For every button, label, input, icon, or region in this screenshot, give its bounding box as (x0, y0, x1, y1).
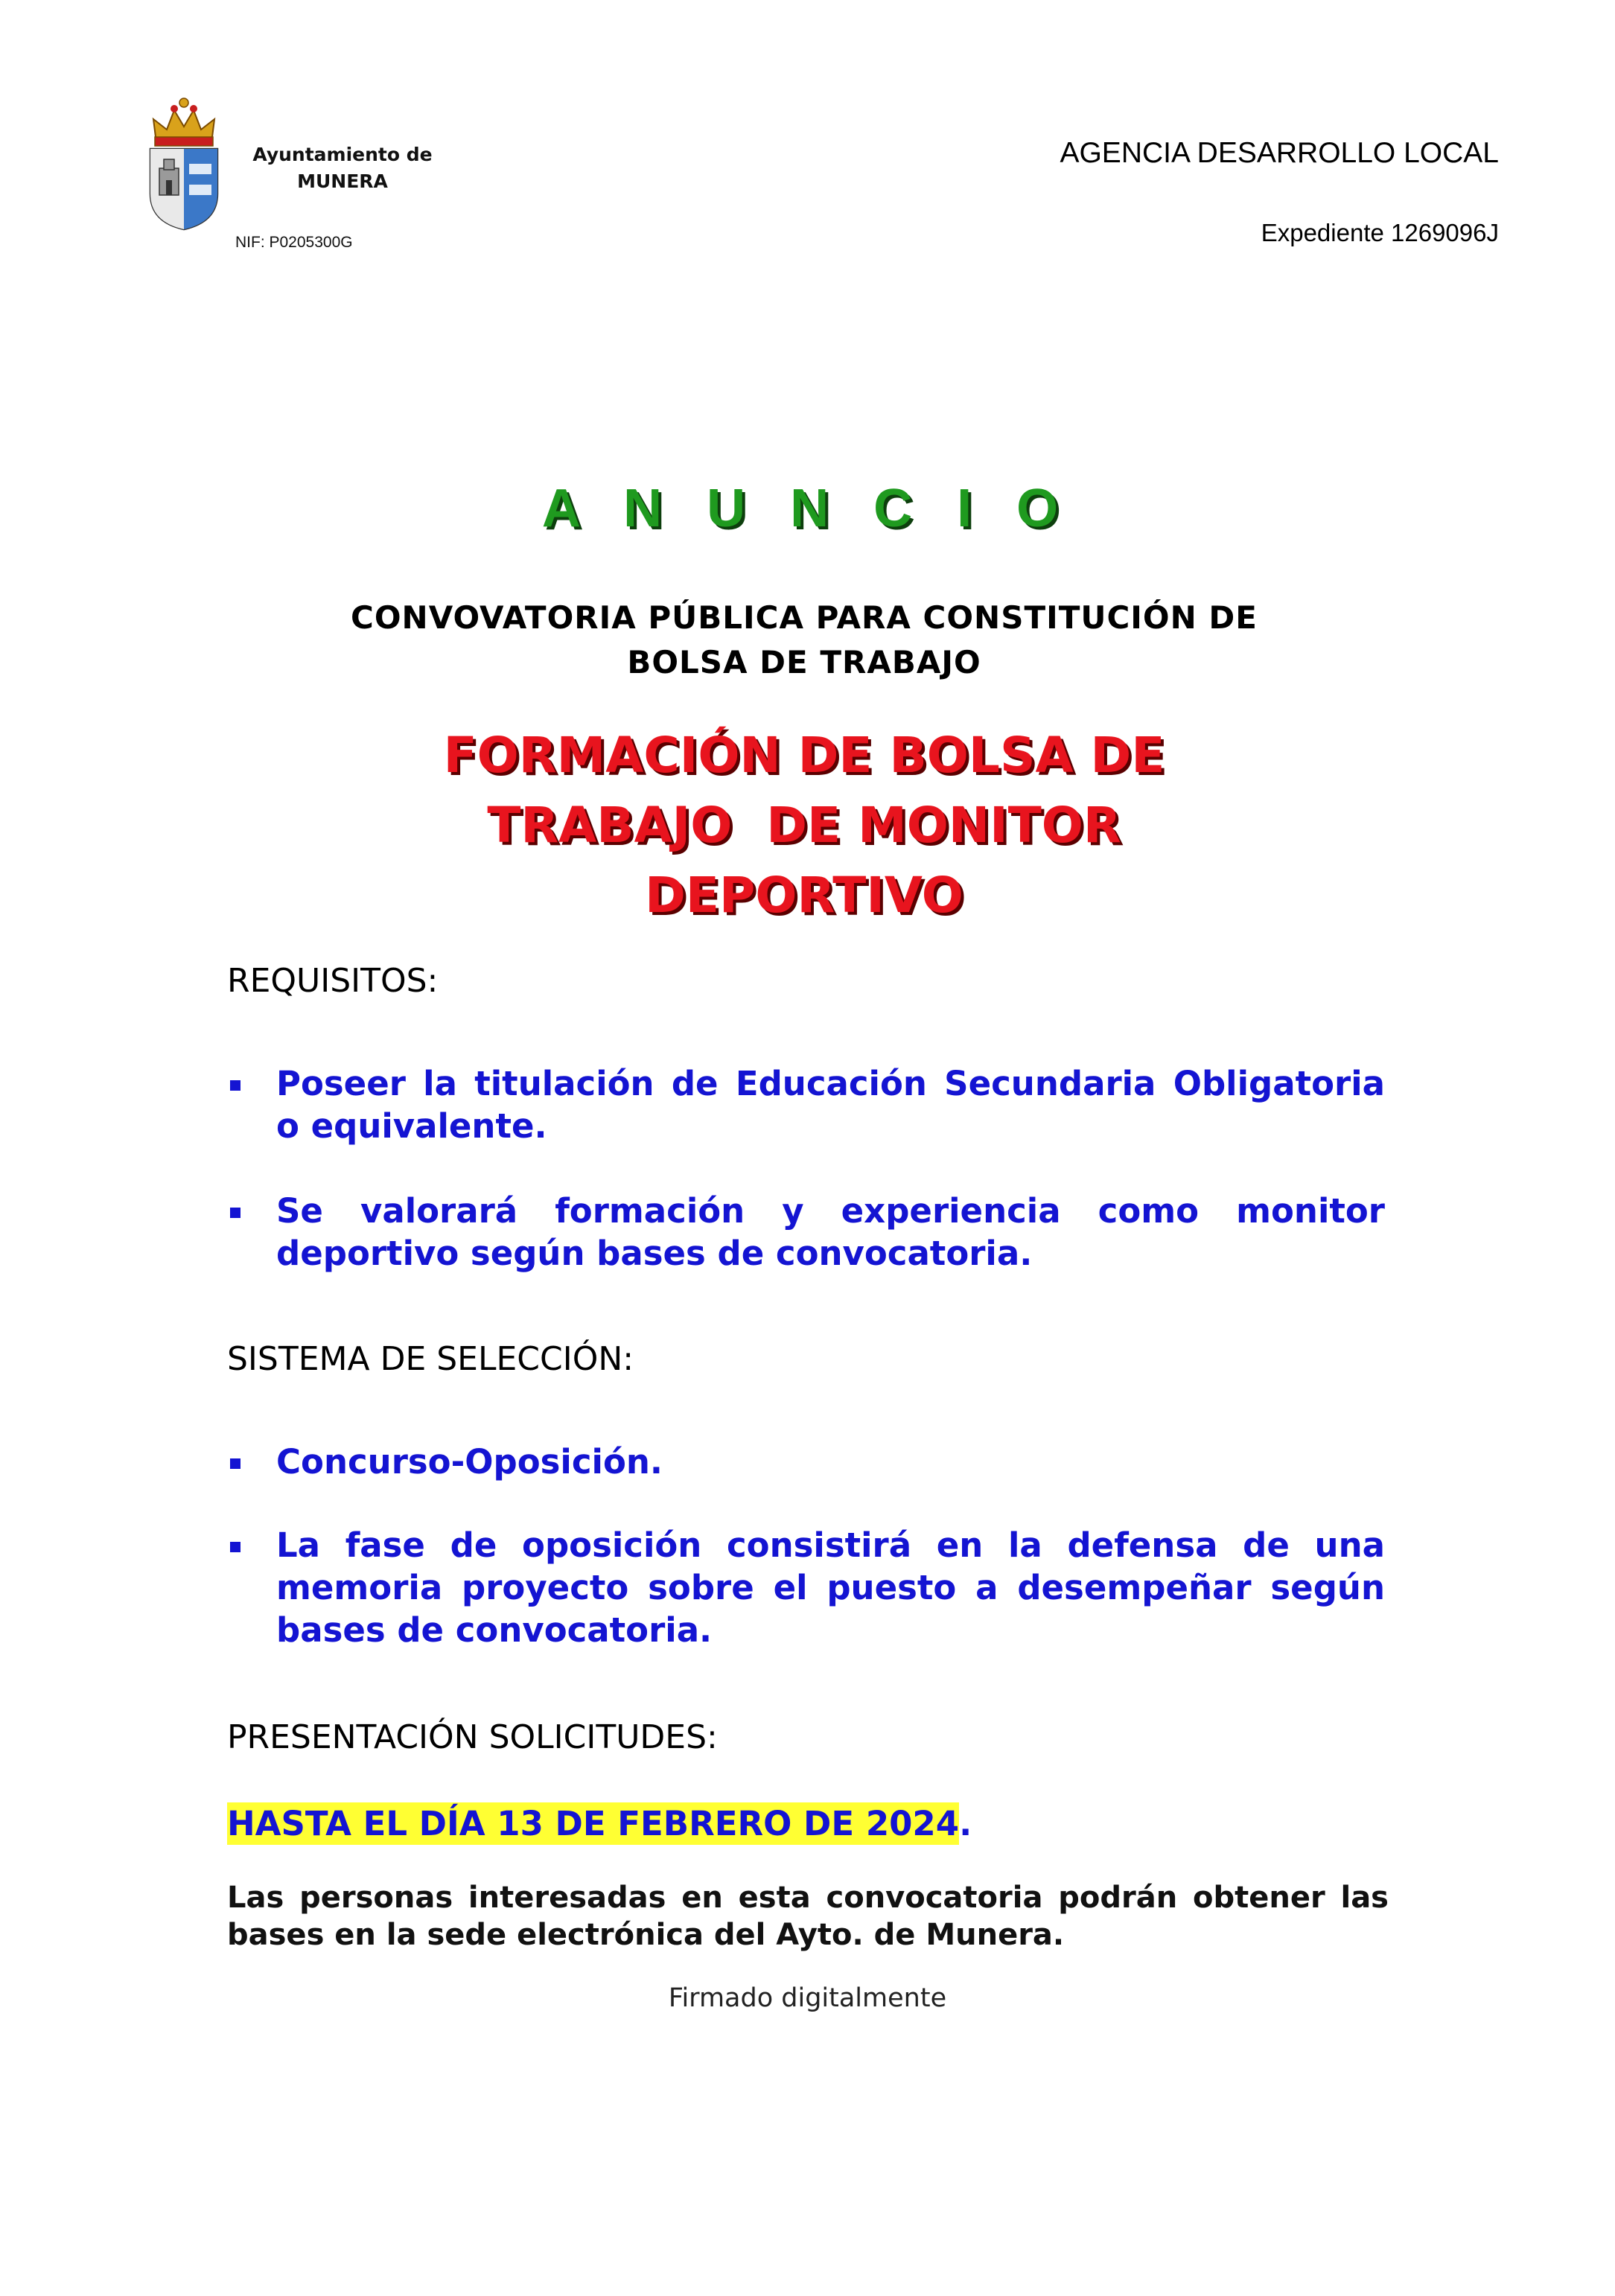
seleccion-text: La fase de oposición consistirá en la defensa de una memoria proyecto sobre el puesto a desempeñar según bases de convocatoria. (276, 1525, 1385, 1650)
requisito-item (227, 1062, 1385, 1147)
formacion-heading (268, 721, 1340, 931)
convocatoria-heading (223, 596, 1385, 685)
bullet-square-icon (230, 1542, 241, 1552)
nif-label: NIF: P0205300G (235, 234, 353, 251)
expediente-number: Expediente 1269096J (1261, 219, 1499, 246)
seleccion-label: SISTEMA DE SELECCIÓN: (227, 1340, 634, 1378)
requisito-text: Poseer la titulación de Educación Secundaria Obligatoria o equivalente. (276, 1064, 1385, 1146)
requisito-text: Se valorará formación y experiencia como monitor deportivo según bases de convocatoria. (276, 1191, 1385, 1273)
deadline-highlight: HASTA EL DÍA 13 DE FEBRERO DE 2024 (227, 1804, 960, 1843)
formacion-line2: TRABAJO DE MONITOR (487, 797, 1121, 854)
seleccion-text: Concurso-Oposición. (276, 1442, 663, 1482)
organization-name-line1: Ayuntamiento de (252, 144, 433, 165)
seleccion-item (227, 1524, 1385, 1651)
deadline (227, 1802, 972, 1846)
solicitudes-label: PRESENTACIÓN SOLICITUDES: (227, 1718, 718, 1756)
requisitos-label: REQUISITOS: (227, 962, 439, 1000)
seleccion-item (227, 1441, 1385, 1483)
anuncio-heading: A N U N C I O (541, 479, 1074, 538)
signed-digitally: Firmado digitalmente (668, 1983, 947, 2013)
agency-title: AGENCIA DESARROLLO LOCAL (1060, 137, 1499, 169)
formacion-line1: FORMACIÓN DE BOLSA DE (443, 727, 1165, 784)
bullet-square-icon (230, 1208, 241, 1218)
coat-of-arms-icon (143, 97, 225, 231)
organization-name-line2: MUNERA (297, 170, 388, 192)
convocatoria-line2: BOLSA DE TRABAJO (627, 644, 981, 680)
bullet-square-icon (230, 1080, 241, 1091)
formacion-line3: DEPORTIVO (645, 867, 963, 924)
info-paragraph: Las personas interesadas en esta convocatoria podrán obtener las bases en la sede electrónica del Ayto. de Munera. (227, 1881, 1389, 1952)
deadline-suffix: . (959, 1804, 972, 1843)
requisito-item (227, 1190, 1385, 1275)
bullet-square-icon (230, 1458, 241, 1469)
organization-name (246, 141, 439, 195)
convocatoria-line1: CONVOVATORIA PÚBLICA PARA CONSTITUCIÓN DE (351, 599, 1258, 636)
